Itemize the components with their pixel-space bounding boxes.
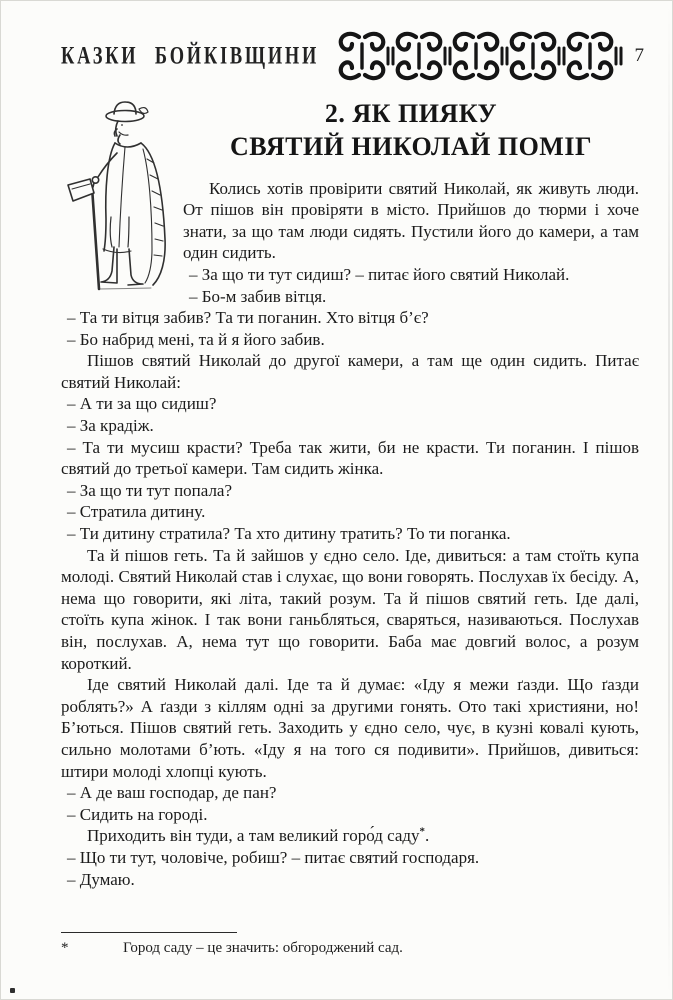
- footnote-divider: [61, 932, 237, 933]
- story-paragraph: – Ти дитину стратила? Та хто дитину тратить? То ти поганка.: [67, 524, 511, 544]
- story-paragraph: – Стратила дитину.: [67, 502, 206, 522]
- scan-speck: [10, 988, 15, 993]
- story-title-line1: 2. ЯК ПИЯКУ: [324, 99, 498, 128]
- story-paragraph: – За що ти тут сидиш? – питає його святий Николай.: [189, 264, 570, 284]
- sentence-after-ref: .: [425, 826, 430, 846]
- footnote: [61, 932, 621, 957]
- man-with-axe-illustration: [59, 99, 183, 291]
- story-paragraph: – Бо набрид мені, та й я його забив.: [67, 329, 325, 349]
- story-paragraph: – Думаю.: [67, 869, 135, 889]
- story-paragraph: – Та ти мусиш красти? Треба так жити, би не красти. Ти поганин. І пішов святий до третьої камери. Там сидить жінка.: [61, 437, 639, 479]
- story-paragraph: – Сидить на городі.: [67, 804, 208, 824]
- story-paragraph: – А де ваш господар, де пан?: [67, 783, 277, 803]
- running-title: КАЗКИ БОЙКІВЩИНИ: [61, 41, 320, 70]
- page-header: [61, 27, 645, 85]
- floral-ornament-band-icon: [336, 29, 623, 83]
- story-paragraph: – Що ти тут, чоловіче, робиш? – питає святий господаря.: [67, 847, 480, 867]
- sentence-before-ref: Приходить він туди, а там великий горо́д саду: [87, 826, 420, 846]
- story-paragraph: – За крадіж.: [67, 416, 154, 436]
- story-title-line2: СВЯТИЙ НИКОЛАЙ ПОМІГ: [230, 132, 592, 162]
- story-paragraph: Колись хотів провірити святий Николай, як живуть люди. От пішов він провіряти в місто. Прийшов до тюрми і хоче знати, за що там люди сидять. Пустили його до камери, а там один сидить.: [183, 178, 639, 263]
- story-paragraph: Пішов святий Николай до другої камери, а там ще один сидить. Питає святий Николай:: [61, 351, 639, 392]
- scan-edge-shadow: [668, 1, 670, 999]
- footnote-reference-marker: *: [419, 825, 426, 838]
- story-paragraph: Іде святий Николай далі. Іде та й думає: «Іду я межи ґазди. Що ґазди роблять?» А ґазди з кіллям одні за другими гонять. Ото такі християни, но! Б’ються. Пішов святий геть. Заходить у єдно село, чує, в кузні ковалі кують, сильно молотами б’ють. «Іду я на того ся подивити». Прийшов, дивиться: штири молоді хлопці кують.: [61, 675, 639, 781]
- story-paragraph: – А ти за що сидиш?: [67, 394, 217, 414]
- footnote-line: [61, 940, 621, 957]
- story-paragraph: – Бо-м забив вітця.: [189, 286, 327, 306]
- story-paragraph: – За що ти тут попала?: [67, 480, 233, 500]
- footnote-text: Город саду – це значить: обгороджений сад.: [123, 940, 403, 956]
- story: [61, 97, 639, 890]
- page-number: 7: [634, 45, 645, 66]
- story-paragraph: – Та ти вітця забив? Та ти поганин. Хто вітця б’є?: [67, 308, 429, 328]
- story-paragraph-with-footnote-ref: [61, 825, 639, 847]
- story-paragraph: Та й пішов геть. Та й зайшов у єдно село. Іде, дивиться: а там стоїть купа молоді. Святий Николай став і слухає, що вони говорять. Послухав їх бесіду. А, нема що говорити, які літа, такий розум. Та й пішов святий геть. Іде далі, стоїть купа жінок. І так вони ганьбляться, сваряться, називаються. Послухав він, послухав. А, нема тут що говорити. Баба має довгий волос, а розум короткий.: [61, 545, 639, 673]
- footnote-marker: *: [61, 940, 69, 956]
